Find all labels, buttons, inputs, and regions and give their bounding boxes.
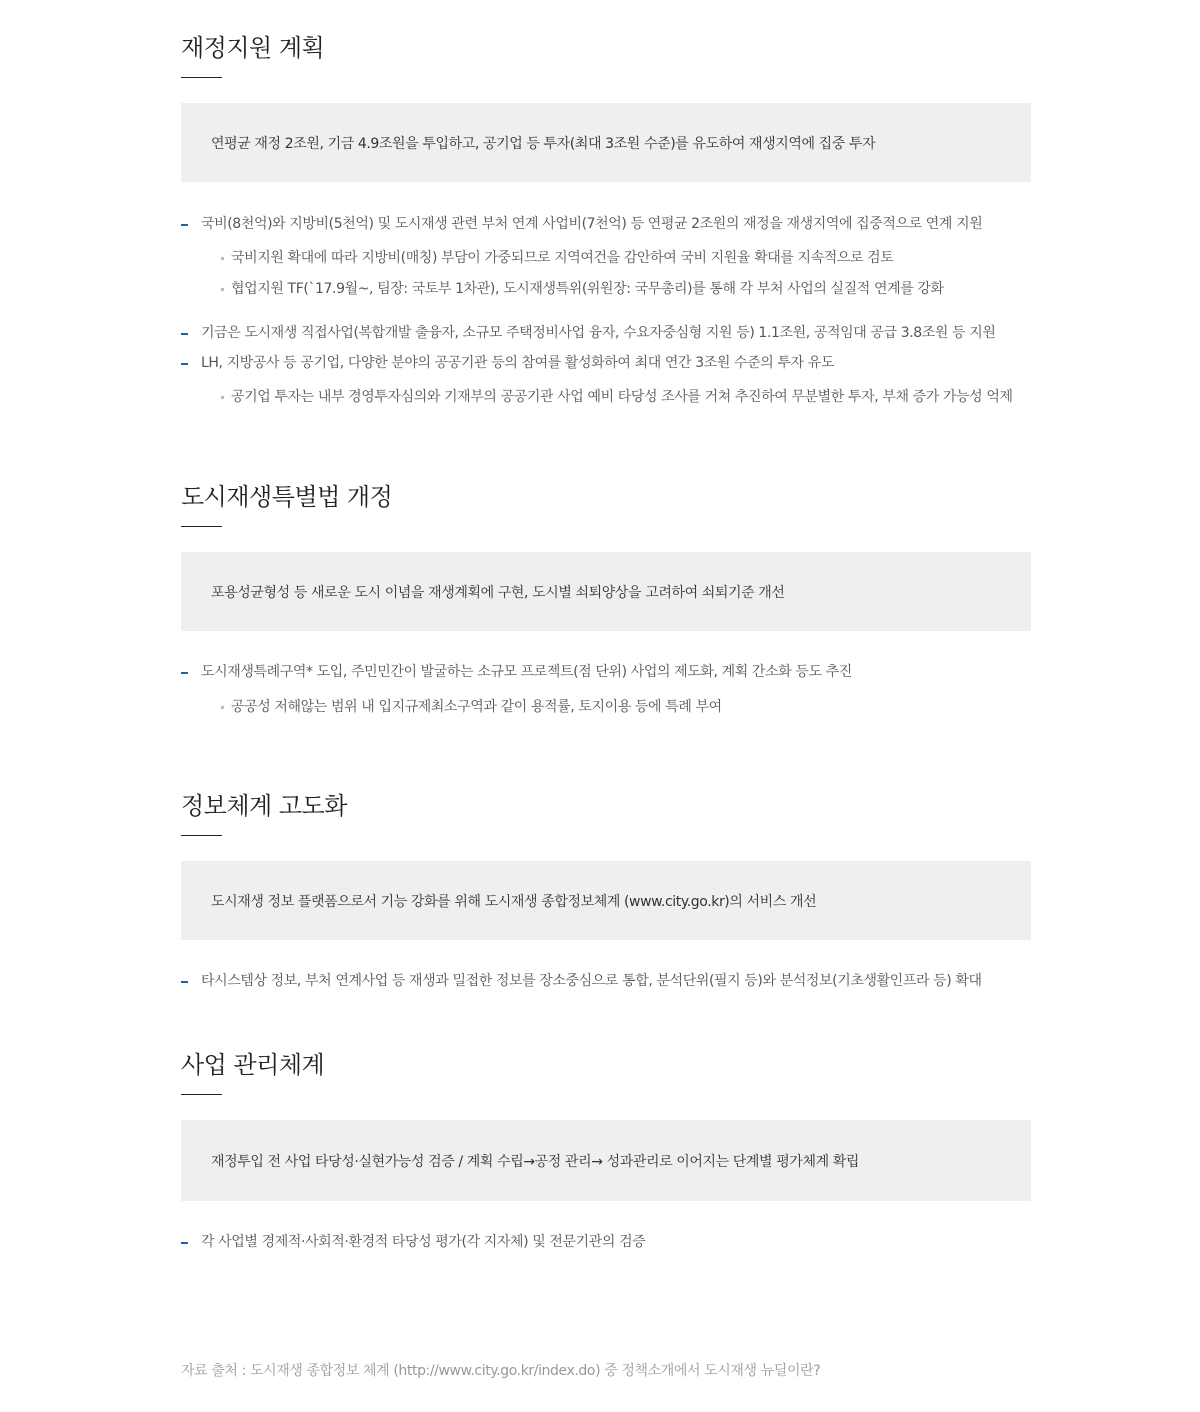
sub-list-item-text: 공기업 투자는 내부 경영투자심의와 기재부의 공공기관 사업 예비 타당성 조사를 거쳐 추진하여 무분별한 투자, 부채 증가 가능성 억제 [231,389,1013,405]
square-bullet-icon [221,396,224,399]
dash-bullet-icon [181,224,188,226]
list-item-text: 각 사업별 경제적·사회적·환경적 타당성 평가(각 지자체) 및 전문기관의 검증 [201,1234,646,1250]
title-underline [181,835,222,836]
sub-list-item-text: 국비지원 확대에 따라 지방비(매칭) 부담이 가중되므로 지역여건을 감안하여 국비 지원율 확대를 지속적으로 검토 [231,250,894,266]
dash-bullet-icon [181,981,188,983]
dash-bullet-icon [181,363,188,365]
sub-list-item [201,387,1031,407]
sub-list-item [201,697,1031,717]
list-item-text: 국비(8천억)와 지방비(5천억) 및 도시재생 관련 부처 연계 사업비(7천억) 등 연평균 2조원의 재정을 재생지역에 집중적으로 연계 지원 [201,216,983,232]
list-item [181,353,1031,407]
summary-box [181,861,1031,940]
square-bullet-icon [221,288,224,291]
sub-list-item [201,279,1031,299]
bullet-list [181,214,1031,407]
bullet-list [181,662,1031,717]
title-underline [181,1094,222,1095]
summary-box [181,1120,1031,1201]
section-title: 도시재생특별법 개정 [181,483,393,511]
sub-list-item [201,248,1031,268]
list-item-text: 타시스템상 정보, 부처 연계사업 등 재생과 밀접한 정보를 장소중심으로 통합, 분석단위(필지 등)와 분석정보(기초생활인프라 등) 확대 [201,973,982,989]
summary-box [181,552,1031,631]
summary-box [181,103,1031,182]
title-underline [181,526,222,527]
title-underline [181,77,222,78]
dash-bullet-icon [181,333,188,335]
list-item [181,662,1031,717]
sub-list-item-text: 협업지원 TF(`17.9월~, 팀장: 국토부 1차관), 도시재생특위(위원장: 국무총리)를 통해 각 부처 사업의 실질적 연계를 강화 [231,281,944,297]
source-note: 자료 출처 : 도시재생 종합정보 체계 (http://www.city.go.kr/index.do) 중 정책소개에서 도시재생 뉴딜이란? [181,1363,821,1379]
sub-list-item-text: 공공성 저해않는 범위 내 입지규제최소구역과 같이 용적률, 토지이용 등에 특례 부여 [231,699,722,715]
summary-text: 재정투입 전 사업 타당성·실현가능성 검증 / 계획 수립→공정 관리→ 성과관리로 이어지는 단계별 평가체계 확립 [211,1153,860,1170]
section-special-act-revision [181,480,1031,717]
bullet-list [181,971,1031,991]
square-bullet-icon [221,257,224,260]
list-item-text: 기금은 도시재생 직접사업(복합개발 출융자, 소규모 주택정비사업 융자, 수요자중심형 지원 등) 1.1조원, 공적임대 공급 3.8조원 등 지원 [201,325,996,341]
square-bullet-icon [221,706,224,709]
section-title: 정보체계 고도화 [181,792,347,820]
summary-text: 연평균 재정 2조원, 기금 4.9조원을 투입하고, 공기업 등 투자(최대 3조원 수준)를 유도하여 재생지역에 집중 투자 [211,135,876,152]
section-information-system [181,789,1031,991]
list-item [181,323,1031,343]
section-project-management [181,1048,1031,1252]
dash-bullet-icon [181,1242,188,1244]
list-item-text: LH, 지방공사 등 공기업, 다양한 분야의 공공기관 등의 참여를 활성화하여 최대 연간 3조원 수준의 투자 유도 [201,355,834,371]
sub-list [201,387,1031,407]
list-item [181,214,1031,299]
section-fiscal-support [181,31,1031,407]
list-item-text: 도시재생특례구역* 도입, 주민민간이 발굴하는 소규모 프로젝트(점 단위) 사업의 제도화, 계획 간소화 등도 추진 [201,664,852,680]
section-title: 사업 관리체계 [181,1051,325,1079]
sub-list [201,697,1031,717]
summary-text: 도시재생 정보 플랫폼으로서 기능 강화를 위해 도시재생 종합정보체계 (www.city.go.kr)의 서비스 개선 [211,893,817,910]
list-item [181,971,1031,991]
dash-bullet-icon [181,672,188,674]
sub-list [201,248,1031,299]
summary-text: 포용성균형성 등 새로운 도시 이념을 재생계획에 구현, 도시별 쇠퇴양상을 고려하여 쇠퇴기준 개선 [211,584,785,601]
list-item [181,1232,1031,1252]
bullet-list [181,1232,1031,1252]
section-title: 재정지원 계획 [181,34,325,62]
